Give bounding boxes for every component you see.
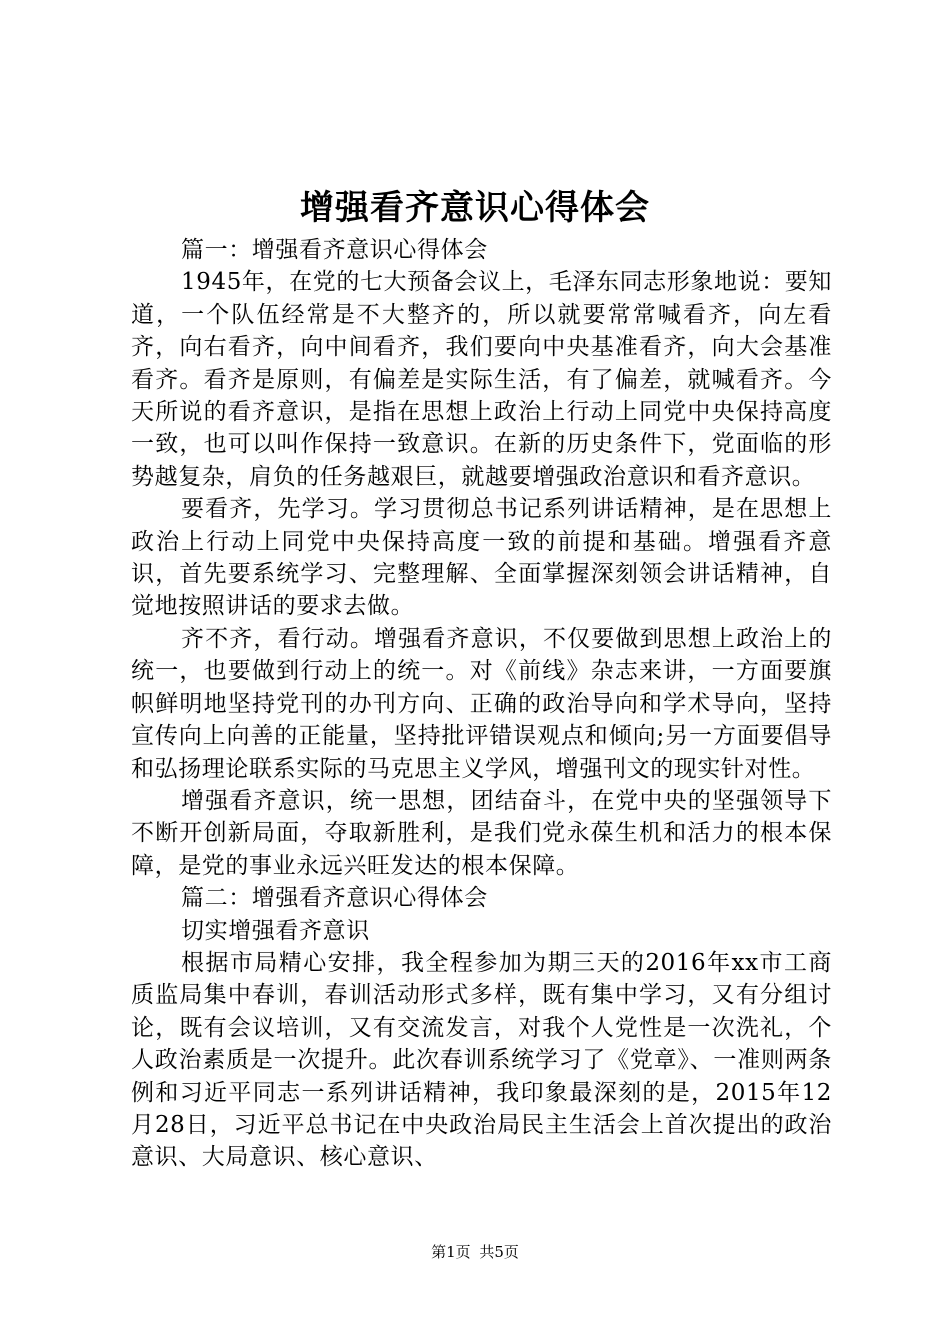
paragraph: 1945年，在党的七大预备会议上，毛泽东同志形象地说：要知道，一个队伍经常是不大整齐的，所以就要常常喊看齐，向左看齐，向右看齐，向中间看齐，我们要向中央基准看齐，向大会基准看齐。看齐是原则，有偏差是实际生活，有了偏差，就喊看齐。今天所说的看齐意识，是指在思想上政治上行动上同党中央保持高度一致，也可以叫作保持一致意识。在新的历史条件下，党面临的形势越复杂，肩负的任务越艰巨，就越要增强政治意识和看齐意识。 [131,269,832,490]
paragraph: 要看齐，先学习。学习贯彻总书记系列讲话精神，是在思想上政治上行动上同党中央保持高度一致的前提和基础。增强看齐意识，首先要系统学习、完整理解、全面掌握深刻领会讲话精神，自觉地按照讲话的要求去做。 [131,496,832,620]
paragraph-section-one-heading: 篇一：增强看齐意识心得体会 [181,237,488,263]
paragraph: 齐不齐，看行动。增强看齐意识，不仅要做到思想上政治上的统一，也要做到行动上的统一。对《前线》杂志来讲，一方面要旗帜鲜明地坚持党刊的办刊方向、正确的政治导向和学术导向，坚持宣传向上向善的正能量，坚持批评错误观点和倾向;另一方面要倡导和弘扬理论联系实际的马克思主义学风，增强刊文的现实针对性。 [131,625,832,782]
paragraph: 根据市局精心安排，我全程参加为期三天的2016年xx市工商质监局集中春训，春训活动形式多样，既有集中学习，又有分组讨论，既有会议培训，又有交流发言，对我个人党性是一次洗礼，个人政治素质是一次提升。此次春训系统学习了《党章》、一准则两条例和习近平同志一系列讲话精神，我印象最深刻的是，2015年12月28日，习近平总书记在中央政治局民主生活会上首次提出的政治意识、大局意识、核心意识、 [131,949,832,1171]
document-body [131,234,832,1174]
paragraph-subtitle: 切实增强看齐意识 [181,917,370,944]
paragraph-section-two-heading: 篇二：增强看齐意识心得体会 [181,885,488,912]
paragraph: 增强看齐意识，统一思想，团结奋斗，在党中央的坚强领导下不断开创新局面，夺取新胜利，是我们党永葆生机和活力的根本保障，是党的事业永远兴旺发达的根本保障。 [131,787,832,879]
page-number-current: 第1页 [431,1243,471,1261]
page-footer [0,1242,950,1262]
page-number-total: 共5页 [479,1243,519,1261]
document-title: 增强看齐意识心得体会 [300,188,650,228]
